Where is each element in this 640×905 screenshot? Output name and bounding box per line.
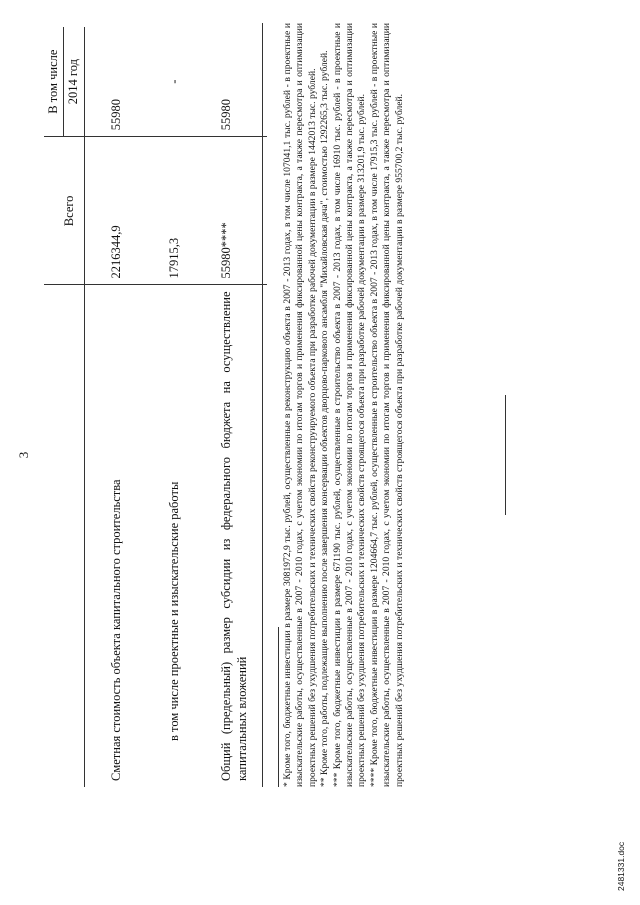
footnote-1: * Кроме того, бюджетные инвестиции в размере 3081972,9 тыс. рублей, осуществленные в реконструкцию объекта в 2007 - 2013 годах, в том числе 107041,1 тыс. рублей - в проектные и изыскательские работы, осуществленные в 2007 - 2010 годах, с учетом экономии по итогам торгов и применения фиксированной цены контракта, а также пересмотра и оптимизации проектных решений без ухудшения потребительских и технических свойств реконструируемого объекта при разработке рабочей документации в размере 1442013 тыс. рублей. xyxy=(282,23,318,787)
header-year: 2014 год xyxy=(66,59,80,105)
row-year-value: 55980 xyxy=(85,27,156,137)
footnote-2: ** Кроме того, работы, подлежащие выполнению после завершения консервации объектов дворцово-паркового ансамбля "Михайловская дача", стоимостью 1292265,3 тыс. рублей. xyxy=(319,50,331,787)
end-rule xyxy=(505,395,506,515)
footnote-4: **** Кроме того, бюджетные инвестиции в размере 1204664,7 тыс. рублей, осуществленные в строительство объекта в 2007 - 2013 годах, в том числе 17915,3 тыс. рублей - в проектные и изыскательские работы, осуществленные в 2007 - 2010 годах, с учетом экономии по итогам торгов и применения фиксированной цены контракта, а также пересмотра и оптимизации проектных решений без ухудшения потребительских и технических свойств строящегося объекта при разработке рабочей документации в размере 955700,2 тыс. рублей. xyxy=(368,23,405,787)
table-row xyxy=(85,27,156,787)
header-year-cell xyxy=(44,27,85,137)
row-total: 55980**** xyxy=(207,137,267,285)
footnote-3: *** Кроме того, бюджетные инвестиции в размере 671190 тыс. рублей, осуществленные в строительство объекта в 2007 - 2013 годах, в том числе 16910 тыс. рублей - в проектные и изыскательские работы, осуществленные в 2007 - 2010 годах, с учетом экономии по итогам торгов и применения фиксированной цены контракта, а также пересмотра и оптимизации проектных решений без ухудшения потребительских и технических свойств строящегося объекта при разработке рабочей документации в размере 313201,9 тыс. рублей. xyxy=(331,23,368,787)
footnote-separator xyxy=(278,627,279,787)
row-label: Общий (предельный) размер субсидии из федерального бюджета на осуществление капитальных вложений xyxy=(219,291,249,781)
table-header-row xyxy=(44,27,85,787)
table-bottom-rule xyxy=(262,23,263,787)
row-year-value: - xyxy=(155,27,207,137)
row-total: 17915,3 xyxy=(155,137,207,285)
header-total-cell xyxy=(44,137,85,285)
footnotes xyxy=(282,23,406,787)
header-including: В том числе xyxy=(46,27,64,136)
cost-table xyxy=(44,27,267,787)
table-row xyxy=(155,27,207,787)
row-label: в том числе проектные и изыскательские работы xyxy=(167,481,181,741)
file-tag: 2481331.doc xyxy=(616,841,626,891)
row-total: 2216344,9 xyxy=(85,137,156,285)
header-label-cell xyxy=(44,285,85,787)
page-number: 3 xyxy=(16,451,31,459)
row-label-cell xyxy=(155,285,207,787)
row-year-value: 55980 xyxy=(207,27,267,137)
row-label: Сметная стоимость объекта капитального строительства xyxy=(109,479,123,781)
table-row xyxy=(207,27,267,787)
header-total: Всего xyxy=(62,195,76,227)
